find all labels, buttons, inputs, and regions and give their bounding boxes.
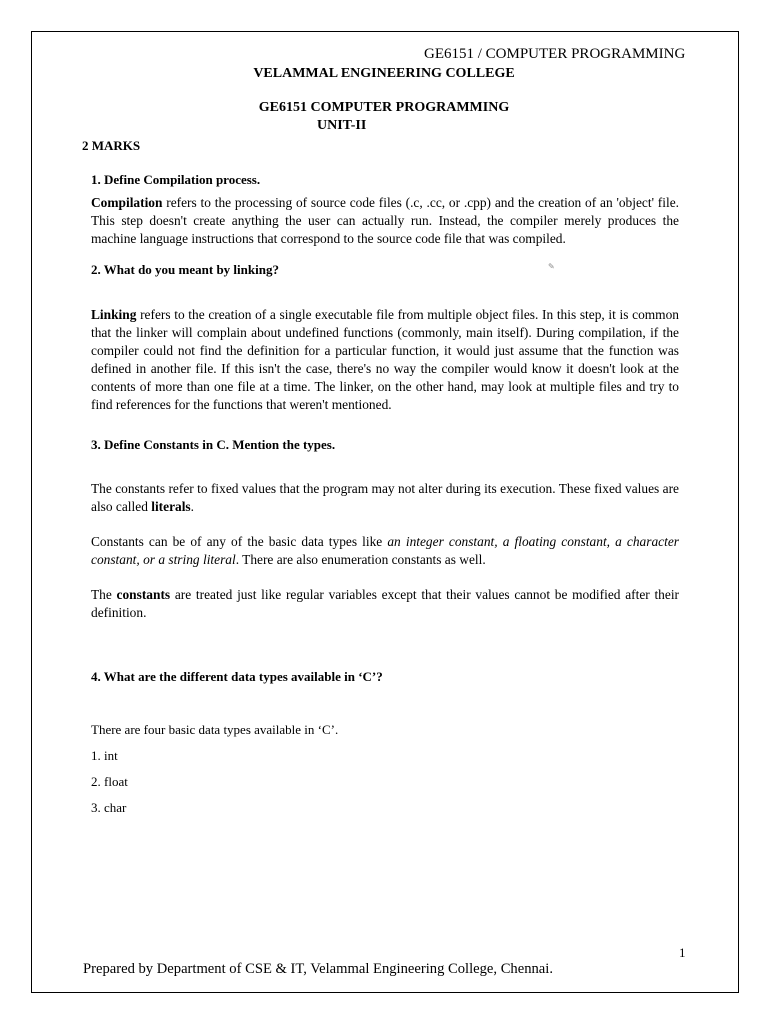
college-name: VELAMMAL ENGINEERING COLLEGE: [253, 66, 515, 81]
header-course-code: GE6151 / COMPUTER PROGRAMMING: [424, 46, 686, 62]
answer-3-p1: [91, 480, 679, 516]
answer-1: [91, 194, 679, 248]
list-item: 3. char: [91, 800, 127, 815]
question-1-heading: 1. Define Compilation process.: [91, 172, 261, 187]
list-item: 1. int: [91, 748, 118, 763]
answer-4-intro: There are four basic data types available in ‘C’.: [91, 722, 339, 737]
answer-3-p3-term: constants: [116, 587, 171, 602]
answer-1-term: Compilation: [91, 195, 163, 210]
answer-3-p1-text: The constants refer to fixed values that the program may not alter during its execution. These fixed values are also called: [91, 481, 679, 514]
answer-3-p2-text: Constants can be of any of the basic data types like: [91, 534, 388, 549]
answer-3-p3: [91, 586, 679, 622]
page-footer: Prepared by Department of CSE & IT, Velammal Engineering College, Chennai.: [83, 961, 553, 977]
answer-3-p1-end: .: [190, 499, 195, 514]
course-title: GE6151 COMPUTER PROGRAMMING: [258, 100, 510, 115]
answer-2: [91, 306, 679, 414]
stray-mark: ✎: [548, 262, 555, 271]
answer-2-text: refers to the creation of a single executable file from multiple object files. In this step, it is common that the linker will complain about undefined functions (commonly, main itself). During compilation, if the compiler could not find the definition for a particular function, it would just assume that the function was defined in another file. If this isn't the case, there's no way the compiler would know it doesn't look at the contents of more than one file at a time. The linker, on the other hand, may look at multiple files and try to find references for the functions that weren't mentioned.: [91, 307, 679, 412]
answer-3-p2: [91, 533, 679, 569]
answer-2-term: Linking: [91, 307, 137, 322]
answer-3-p2-end: . There are also enumeration constants as well.: [235, 552, 486, 567]
unit-label: UNIT-II: [317, 118, 367, 133]
answer-3-p1-term: literals: [151, 499, 191, 514]
question-2-heading: 2. What do you meant by linking?: [91, 262, 279, 277]
page-number: 1: [679, 945, 686, 960]
answer-3-p3-text: are treated just like regular variables except that their values cannot be modified after their definition.: [91, 587, 679, 620]
section-label: 2 MARKS: [82, 138, 141, 153]
question-4-heading: 4. What are the different data types available in ‘C’?: [91, 669, 383, 684]
list-item: 2. float: [91, 774, 128, 789]
answer-3-p3-start: The: [91, 587, 117, 602]
answer-1-text: refers to the processing of source code files (.c, .cc, or .cpp) and the creation of an 'object' file. This step doesn't create anything the user can actually run. Instead, the compiler merely produces the machine language instructions that correspond to the source code file that was compiled.: [91, 195, 679, 246]
question-3-heading: 3. Define Constants in C. Mention the types.: [91, 437, 336, 452]
answer-3-p2-italic: an integer constant, a floating constant, a character constant, or a string literal: [91, 534, 679, 567]
